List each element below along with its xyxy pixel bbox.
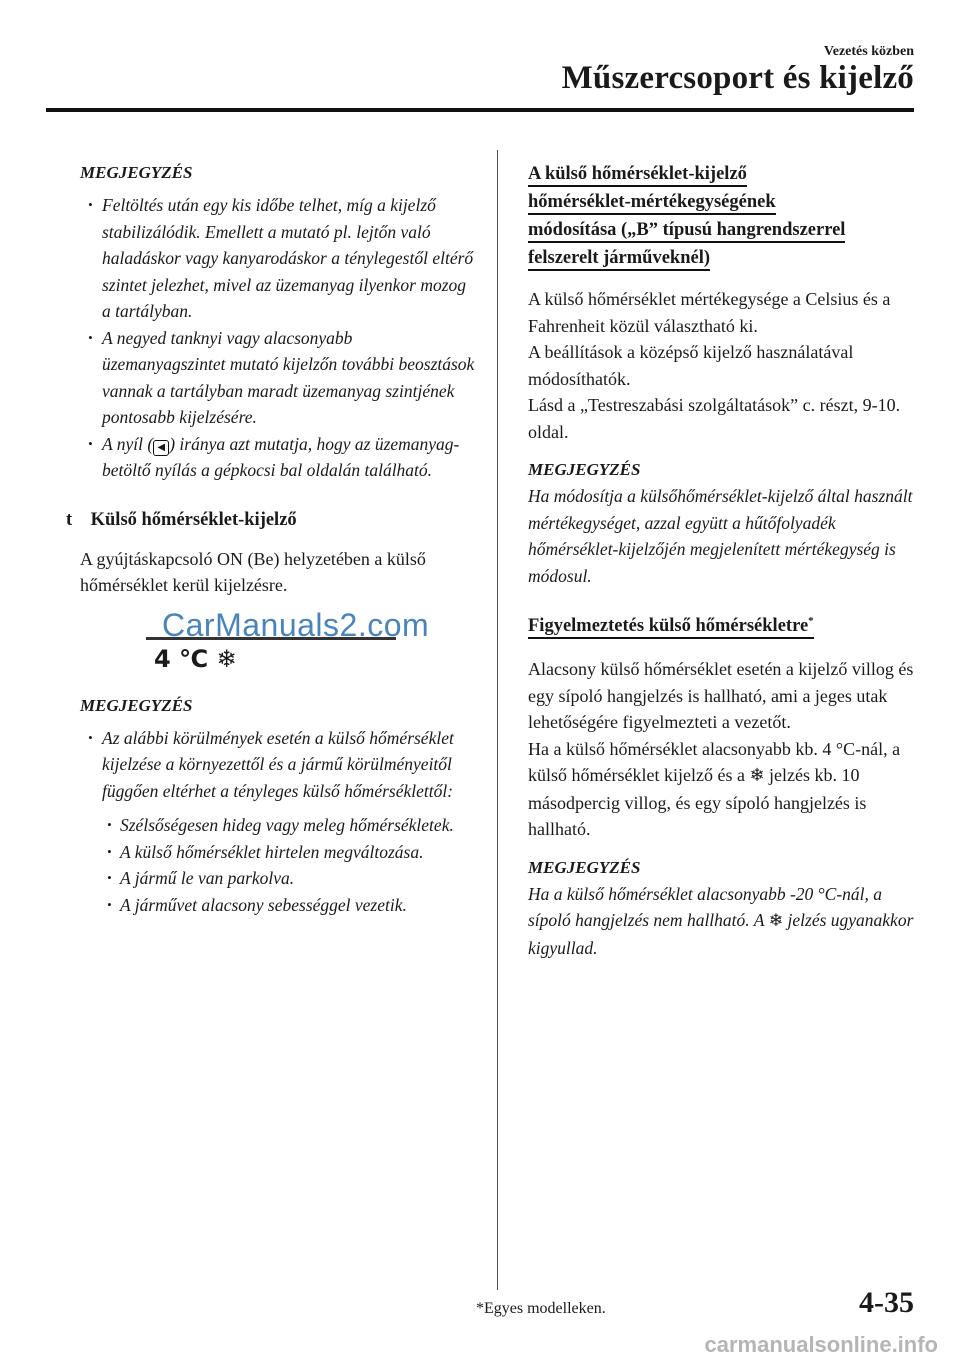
ice-warning-icon: ❄ bbox=[216, 644, 237, 673]
heading-line bbox=[528, 616, 814, 639]
paragraph: Lásd a „Testreszabási szolgáltatások” c. részt, 9-10. oldal. bbox=[528, 395, 901, 442]
column-divider bbox=[497, 150, 498, 1290]
paragraph bbox=[528, 736, 920, 843]
note-sub-bullet: • A külső hőmérséklet hirtelen megváltozása. bbox=[80, 839, 475, 866]
note-text-part: jelzés ugyanakkor kigyullad. bbox=[528, 910, 914, 958]
watermark: CarManuals2.com bbox=[162, 606, 430, 643]
ice-warning-icon: ❄ bbox=[749, 765, 765, 787]
right-column bbox=[528, 160, 920, 961]
note-sub-bullet: • A jármű le van parkolva. bbox=[80, 865, 475, 892]
note-bullet: • A negyed tanknyi vagy alacsonyabb üzemanyagszintet mutató kijelzőn további beosztások vannak a tartályban maradt üzemanyag szintjének pontosabb kijelzésére. bbox=[80, 325, 475, 431]
note-heading: MEGJEGYZÉS bbox=[528, 857, 641, 877]
site-watermark: carmanualsonline.info bbox=[704, 1332, 938, 1357]
paragraph-text: Ha a külső hőmérséklet alacsonyabb kb. 4 °C-nál, a külső hőmérséklet kijelző és a bbox=[528, 738, 901, 786]
section-label: Vezetés közben bbox=[823, 44, 914, 59]
heading-text: Figyelmeztetés külső hőmérsékletre bbox=[528, 616, 809, 637]
note-bullet: • Feltöltés után egy kis időbe telhet, míg a kijelző stabilizálódik. Emellett a mutató pl. lejtőn való haladáskor vagy kanyarodáskor a ténylegestől eltérő szintet jelezhet, mivel az üzemanyag ilyenkor mozog a tartályban. bbox=[80, 192, 475, 325]
section-paragraph: A gyújtáskapcsoló ON (Be) helyzetében a külső hőmérséklet kerül kijelzésre. bbox=[80, 548, 426, 595]
note-text bbox=[528, 881, 920, 962]
section-heading bbox=[66, 506, 475, 534]
heading-line: felszerelt járműveknél) bbox=[528, 248, 710, 271]
note-bullet: • Az alábbi körülmények esetén a külső hőmérséklet kijelzése a környezettől és a jármű körülményeitől függően eltérhet a tényleges külső hőmérséklettől: bbox=[80, 725, 475, 805]
paragraph: A beállítások a középső kijelző használatával módosíthatók. bbox=[528, 342, 854, 389]
section-title: Külső hőmérséklet-kijelző bbox=[90, 509, 297, 530]
subsection-heading bbox=[528, 160, 920, 272]
note-bullet-text: A nyíl ( bbox=[102, 433, 154, 454]
note-bullet-text: ) iránya azt mutatja, hogy az üzemanyag-betöltő nyílás a gépkocsi bal oldalán található. bbox=[102, 433, 460, 480]
footnote: *Egyes modelleken. bbox=[476, 1300, 606, 1317]
note-heading: MEGJEGYZÉS bbox=[80, 695, 193, 715]
header-divider bbox=[46, 108, 914, 112]
note-text: Ha módosítja a külsőhőmérséklet-kijelző által használt mértékegységet, azzal együtt a hűtőfolyadék hőmérséklet-kijelzőjén megjelenített mértékegység is módosul. bbox=[528, 486, 913, 586]
note-sub-bullet: • A járművet alacsony sebességgel vezetik. bbox=[80, 892, 475, 919]
note-heading: MEGJEGYZÉS bbox=[80, 163, 193, 182]
temperature-readout bbox=[154, 645, 237, 673]
subsection-heading bbox=[528, 607, 920, 640]
note-text-part: Ha a külső hőmérséklet alacsonyabb -20 °C-nál, a sípoló hangjelzés nem hallható. A bbox=[528, 883, 883, 931]
note-heading: MEGJEGYZÉS bbox=[528, 460, 641, 479]
paragraph-text: jelzés kb. 10 másodpercig villog, és egy sípoló hangjelzés is hallható. bbox=[528, 765, 867, 840]
temperature-display-illustration bbox=[80, 606, 475, 675]
page-number: 4-35 bbox=[859, 1286, 914, 1319]
footnote-mark: * bbox=[808, 615, 814, 627]
note-sub-bullet: • Szélsőségesen hideg vagy meleg hőmérsékletek. bbox=[80, 812, 475, 839]
temperature-value: 4 bbox=[154, 644, 171, 673]
heading-line: A külső hőmérséklet-kijelző bbox=[528, 164, 747, 187]
note-bullet bbox=[80, 431, 475, 484]
fuel-door-arrow-icon: ◀ bbox=[153, 440, 169, 456]
celsius-unit-icon: ℃ bbox=[179, 644, 209, 673]
heading-line: módosítása („B” típusú hangrendszerrel bbox=[528, 220, 845, 243]
left-column bbox=[66, 160, 475, 918]
paragraph: Alacsony külső hőmérséklet esetén a kijelző villog és egy sípoló hangjelzés is hallható, ami a jeges utak lehetőségére figyelmezteti a vezetőt. bbox=[528, 659, 914, 733]
heading-line: hőmérséklet-mértékegységének bbox=[528, 192, 776, 215]
paragraph: A külső hőmérséklet mértékegysége a Celsius és a Fahrenheit közül választható ki. bbox=[528, 289, 891, 336]
section-marker: t bbox=[66, 509, 73, 530]
ice-warning-icon: ❄ bbox=[768, 911, 784, 932]
page-title: Műszercsoport és kijelző bbox=[561, 60, 914, 96]
